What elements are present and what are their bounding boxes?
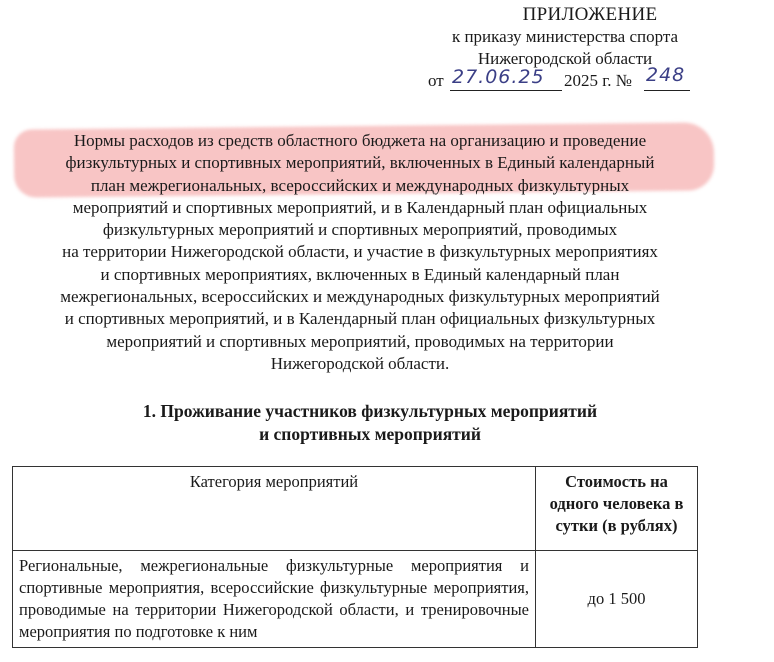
norms-title-line: физкультурных мероприятий и спортивных мероприятий, проводимых	[102, 220, 618, 240]
appendix-header	[420, 4, 710, 94]
category-cell: Региональные, межрегиональные физкультурные мероприятия и спортивные мероприятия, всероссийские физкультурные мероприятия, проводимые на территории Нижегородской области, и тренировочные мероприятия по подготовке к ним	[13, 551, 536, 648]
category-column-header: Категория мероприятий	[13, 467, 536, 551]
section-heading	[60, 400, 680, 446]
handwritten-date: 27.06.25	[452, 66, 545, 88]
region-name: Нижегородской области	[477, 49, 653, 68]
norms-title-line: мероприятий и спортивных мероприятий, проводимых на территории	[106, 331, 614, 351]
section-heading-line: 1. Проживание участников физкультурных мероприятий	[142, 401, 598, 421]
order-date-line	[420, 64, 710, 94]
year-and-number-label: 2025 г. №	[564, 71, 633, 90]
norms-title-line: мероприятий и спортивных мероприятий, и в Календарный план официальных	[72, 197, 648, 217]
date-underline	[450, 90, 562, 91]
norms-title-line: и спортивных мероприятиях, включенных в Единый календарный план	[100, 264, 620, 284]
appendix-title: ПРИЛОЖЕНИЕ	[522, 4, 658, 25]
norms-title-line: и спортивных мероприятий, и в Календарный план официальных физкультурных	[64, 309, 656, 329]
accommodation-cost-table	[12, 466, 698, 648]
section-heading-line: и спортивных мероприятий	[259, 424, 481, 444]
norms-title-line: Нормы расходов из средств областного бюджета на организацию и проведение	[73, 131, 647, 150]
norms-title-line: Нижегородской области.	[270, 353, 450, 373]
number-underline	[644, 90, 690, 91]
cost-column-header: Стоимость на одного человека в сутки (в рублях)	[536, 467, 698, 551]
table-header-row	[13, 467, 698, 551]
norms-title-line: на территории Нижегородской области, и участие в физкультурных мероприятиях	[62, 242, 658, 262]
norms-title-line: план межрегиональных, всероссийских и международных физкультурных	[90, 175, 630, 195]
date-prefix: от	[428, 71, 444, 90]
order-reference: к приказу министерства спорта	[451, 27, 679, 46]
norms-title	[10, 130, 710, 375]
cost-cell: до 1 500	[536, 551, 698, 648]
handwritten-number: 248	[646, 64, 686, 86]
norms-title-line: физкультурных и спортивных мероприятий, включенных в Единый календарный	[65, 153, 655, 173]
norms-title-line: межрегиональных, всероссийских и международных физкультурных мероприятий	[60, 287, 660, 307]
table-row	[13, 551, 698, 648]
